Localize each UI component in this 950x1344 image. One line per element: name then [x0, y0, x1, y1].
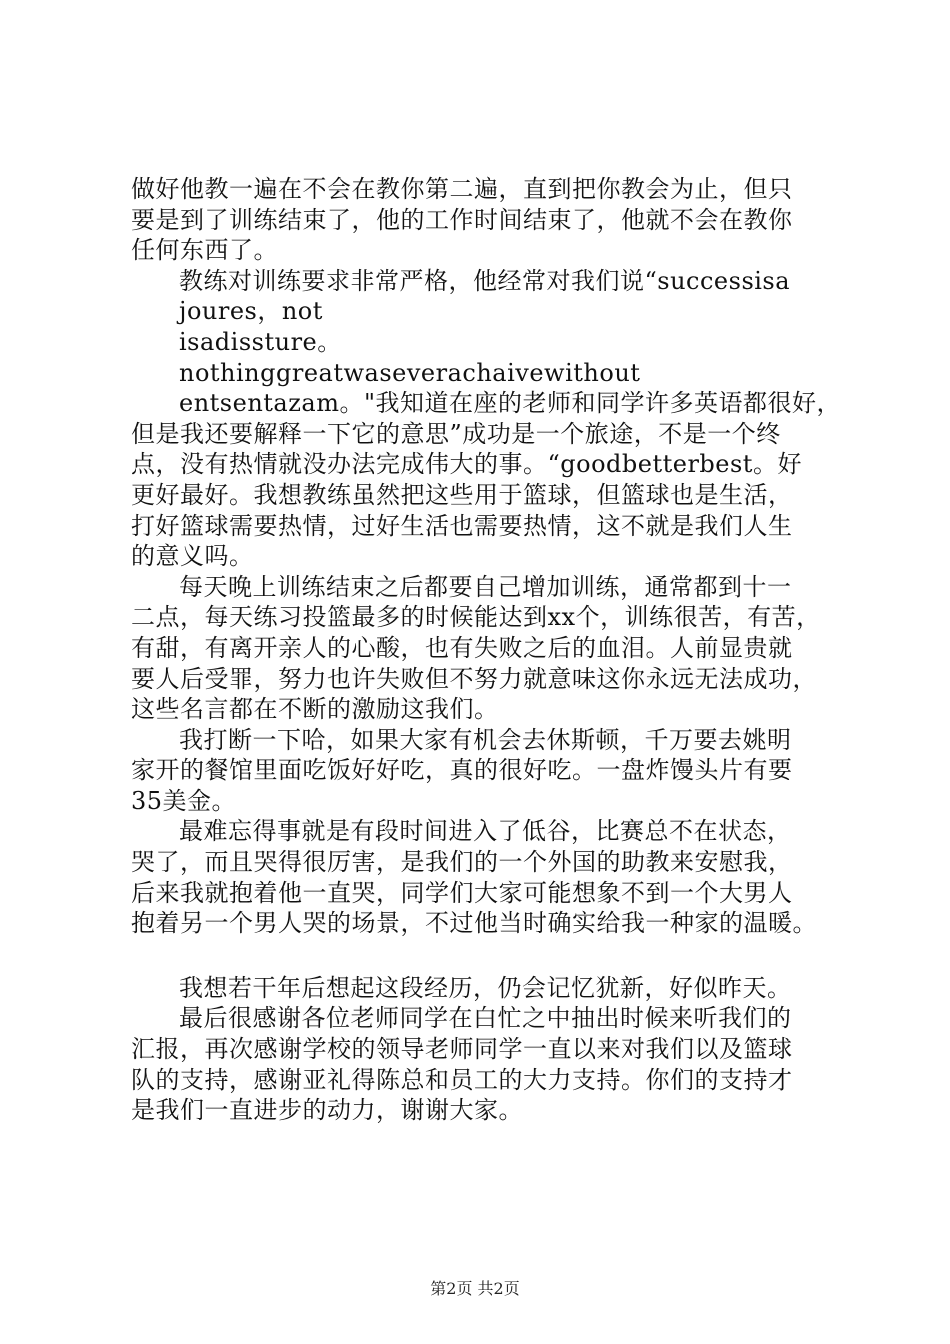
- text-line: 教练对训练要求非常严格，他经常对我们说“successisa: [179, 266, 791, 295]
- text-line: 二点，每天练习投篮最多的时候能达到xx个，训练很苦，有苦，: [131, 603, 821, 632]
- text-line: 哭了，而且哭得很厉害，是我们的一个外国的助教来安慰我，: [131, 848, 793, 877]
- text-line: 最难忘得事就是有段时间进入了低谷，比赛总不在状态，: [179, 817, 792, 846]
- text-line: 要是到了训练结束了，他的工作时间结束了，他就不会在教你: [131, 205, 793, 234]
- text-line: 这些名言都在不断的激励这我们。: [131, 695, 499, 724]
- text-line: 要人后受罪，努力也许失败但不努力就意味这你永远无法成功，: [131, 664, 817, 693]
- text-line: 的意义吗。: [131, 542, 254, 571]
- page-footer: 第2页 共2页: [430, 1279, 520, 1298]
- text-line: 做好他教一遍在不会在教你第二遍，直到把你教会为止，但只: [131, 175, 793, 203]
- text-line: 最后很感谢各位老师同学在白忙之中抽出时候来听我们的: [179, 1004, 792, 1033]
- text-line: 抱着另一个男人哭的场景，不过他当时确实给我一种家的温暖。: [131, 909, 817, 938]
- text-line: 更好最好。我想教练虽然把这些用于篮球，但篮球也是生活，: [131, 480, 793, 509]
- text-line: 打好篮球需要热情，过好生活也需要热情，这不就是我们人生: [131, 511, 793, 540]
- text-line: 每天晚上训练结束之后都要自己增加训练，通常都到十一: [179, 572, 792, 601]
- text-line: 我想若干年后想起这段经历，仍会记忆犹新，好似昨天。: [179, 973, 792, 1002]
- text-line: 家开的餐馆里面吃饭好好吃，真的很好吃。一盘炸馒头片有要: [131, 756, 793, 785]
- text-line: 任何东西了。: [131, 236, 278, 265]
- text-line: 是我们一直进步的动力，谢谢大家。: [131, 1096, 523, 1125]
- text-line: 35美金。: [131, 786, 237, 815]
- document-body: [131, 174, 849, 1126]
- text-line: 我打断一下哈，如果大家有机会去休斯顿，千万要去姚明: [179, 725, 792, 754]
- paragraph-gap: [131, 939, 849, 973]
- text-line: 但是我还要解释一下它的意思”成功是一个旅途，不是一个终: [131, 419, 781, 448]
- text-line: isadissture。: [179, 327, 342, 356]
- text-line: 后来我就抱着他一直哭，同学们大家可能想象不到一个大男人: [131, 878, 793, 907]
- text-line: 点，没有热情就没办法完成伟大的事。“goodbetterbest。好: [131, 450, 802, 479]
- text-line: 队的支持，感谢亚礼得陈总和员工的大力支持。你们的支持才: [131, 1065, 793, 1094]
- text-line: joures，not: [179, 297, 323, 326]
- text-line: 有甜，有离开亲人的心酸，也有失败之后的血泪。人前显贵就: [131, 633, 793, 662]
- text-line: 汇报，再次感谢学校的领导老师同学一直以来对我们以及篮球: [131, 1035, 793, 1064]
- text-line: nothinggreatwaseverachaivewithout: [179, 358, 641, 387]
- text-line: entsentazam。"我知道在座的老师和同学许多英语都很好，: [179, 389, 841, 418]
